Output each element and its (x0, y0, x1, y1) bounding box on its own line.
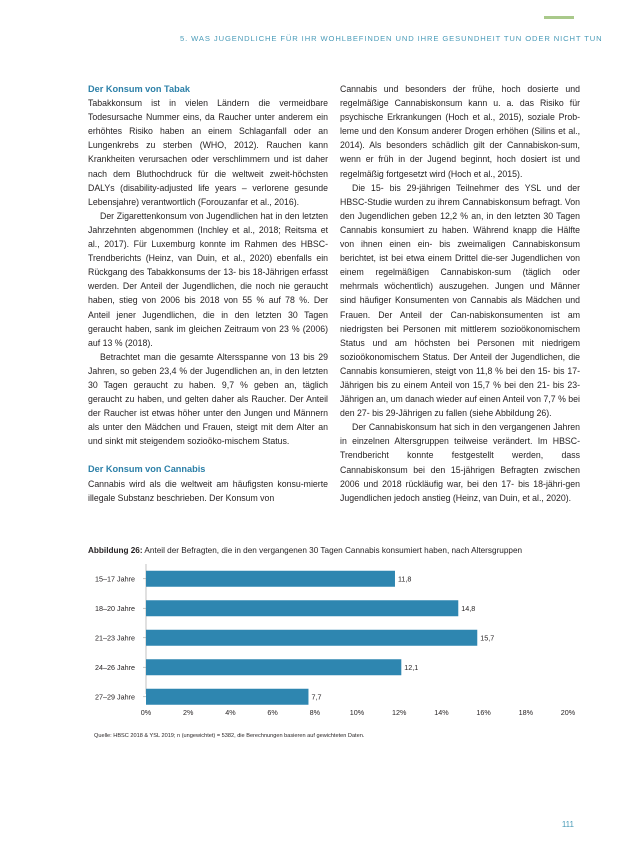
figure-title: Anteil der Befragten, die in den vergangenen 30 Tagen Cannabis konsumiert haben, nach Altersgruppen (144, 546, 523, 555)
x-tick-label: 6% (267, 708, 278, 717)
bar (146, 689, 308, 705)
category-label: 27–29 Jahre (95, 692, 135, 702)
paragraph-cannabis-1: Cannabis wird als die weltweit am häufigsten konsu-mierte illegale Substanz beschrieben. Der Konsum von (88, 478, 328, 503)
paragraph-cannabis-3: Die 15- bis 29-jährigen Teilnehmer des YSL und der HBSC-Studie wurden zu ihrem Cannabiskonsum befragt. Von den Jugendlichen geben 12,2 % an, in den letzten 30 Tagen Cannabis konsumiert zu haben. Während knapp die Hälfte von ihnen einen ein- bis zweimaligen Cannabiskonsum berichtet, ist bei etwa einem Drittel die-ser Jugendlichen von einem regelmäßigen Cannabiskon-sum (täglich oder mehrmals wöchentlich) auszugehen. Jungen und Männer sind häufiger Konsumenten von Cannabis als Mädchen und Frauen. Der Anteil der Can-nabiskonsumenten ist am niedrigsten bei Personen mit mittlerem sozioökonomischem Status und am höchsten bei Personen mit niedrigem sozioökonomischem Status. Der Anteil der Jugendlichen, die Cannabis konsumieren, steigt von 11,8 % bei den 15- bis 17-Jährigen bis zu einem Anteil von 15,7 % bei den 21- bis 23-Jährigen an, um danach wieder auf einen Anteil von 7,7 % bei den 27- bis 29-Jährigen zu fallen (siehe Abbildung 26). (340, 182, 580, 419)
paragraph-cannabis-4: Der Cannabiskonsum hat sich in den vergangenen Jahren in einzelnen Altersgruppen teilweise verändert. Im HBSC-Trendbericht konnte festgestellt werden, dass Cannabiskonsum bei den 15-jährigen Befragten zwischen 2006 und 2018 rückläufig war, bei den 17- bis 18-jähri-gen Jugendlichen jedoch anstieg (Heinz, van Duin, et al., 2020). (340, 422, 580, 503)
x-tick-label: 0% (140, 708, 152, 717)
bar-chart (88, 560, 588, 726)
heading-cannabis: Der Konsum von Cannabis (88, 464, 206, 475)
category-label: 15–17 Jahre (95, 574, 135, 584)
figure-caption (88, 546, 588, 555)
x-tick-label: 2% (183, 708, 194, 717)
data-label: 12,1 (404, 662, 419, 672)
bar (146, 659, 401, 675)
page-number: 111 (561, 820, 574, 829)
bar (146, 571, 395, 587)
x-tick-label: 12% (392, 708, 407, 717)
data-label: 11,8 (397, 574, 412, 584)
x-tick-label: 16% (476, 708, 491, 717)
running-head: 5. WAS JUGENDLICHE FÜR IHR WOHLBEFINDEN UND IHRE GESUNDHEIT TUN ODER NICHT TUN (180, 34, 603, 43)
figure-source: Quelle: HBSC 2018 & YSL 2019; n (ungewichtet) = 5382, die Berechnungen basieren auf gewichteten Daten. (94, 733, 365, 739)
category-label: 24–26 Jahre (95, 662, 135, 672)
category-label: 21–23 Jahre (95, 633, 135, 643)
x-tick-label: 4% (225, 708, 236, 717)
x-tick-label: 8% (309, 708, 320, 717)
right-column (340, 82, 580, 505)
paragraph-tabak-2: Der Zigarettenkonsum von Jugendlichen hat in den letzten Jahrzehnten abgenommen (Inchley et al., 2018; Reitsma et al., 2017). Für Luxemburg konnte im Rahmen des HBSC-Trendberichts (Heinz, van Duin, et al., 2020) ebenfalls ein Rückgang des Tabakkonsums der 13- bis 18-Jährigen erfasst werden. Der Anteil der Jugendlichen, die noch nie geraucht haben, stieg von 2006 bis 2018 von 55 % auf 78 %. Der Anteil jener Jugendlichen, die in den letzten 30 Tagen geraucht haben, sank im gleichen Zeitraum von 23 % (2006) auf 13 % (2018). (88, 210, 328, 348)
bar (146, 630, 477, 646)
data-label: 14,8 (461, 603, 476, 613)
x-tick-label: 18% (518, 708, 533, 717)
x-tick-label: 14% (434, 708, 449, 717)
paragraph-tabak-3: Betrachtet man die gesamte Altersspanne von 13 bis 29 Jahren, so geben 23,4 % der Jugendlichen an, in den letzten 30 Tagen geraucht zu haben. 9,7 % geben an, täglich geraucht zu haben, und gelten daher als Raucher. Der Anteil der Raucher ist etwas höher unter den Jungen und Männern als unter den Mädchen und Frauen, steigt mit dem Alter an und sinkt mit steigendem sozioöko-mischem Status. (88, 351, 328, 447)
x-tick-label: 10% (349, 708, 365, 717)
paragraph-tabak-1: Tabakkonsum ist in vielen Ländern die vermeidbare Todesursache Nummer eins, da Raucher unter anderem ein erhöhtes Risiko haben an einem Schlaganfall oder an Lungenkrebs zu sterben (WHO, 2012). Rauchen kann Krankheiten verursachen oder verschlimmern und ist daher nach dem Bluthochdruck für die weltweit zweit-höchsten DALYs (disability-adjusted life years – verlorene gesunde Lebensjahre) verantwortlich (Forouzanfar et al., 2016). (88, 98, 328, 207)
bar (146, 600, 458, 616)
figure-label: Abbildung 26: (88, 546, 143, 555)
heading-tabak: Der Konsum von Tabak (88, 84, 190, 94)
left-column (88, 82, 328, 505)
accent-bar (544, 16, 574, 19)
paragraph-cannabis-2: Cannabis und besonders der frühe, hoch dosierte und regelmäßige Cannabiskonsum kann u. a. das Risiko für psychische Erkrankungen (Hoch et al., 2015), soziale Prob-leme und den Konsum anderer Drogen erhöhen (Silins et al., 2014). Als besonders schädlich gilt der Cannabiskon-sum, wenn er früh in der Jugend beginnt, hoch dosiert ist und regelmäßig fortgesetzt wird (Hoch et al., 2015). (340, 84, 580, 179)
category-label: 18–20 Jahre (95, 603, 135, 613)
data-label: 15,7 (480, 633, 495, 643)
x-tick-label: 20% (560, 708, 576, 717)
data-label: 7,7 (311, 692, 322, 702)
